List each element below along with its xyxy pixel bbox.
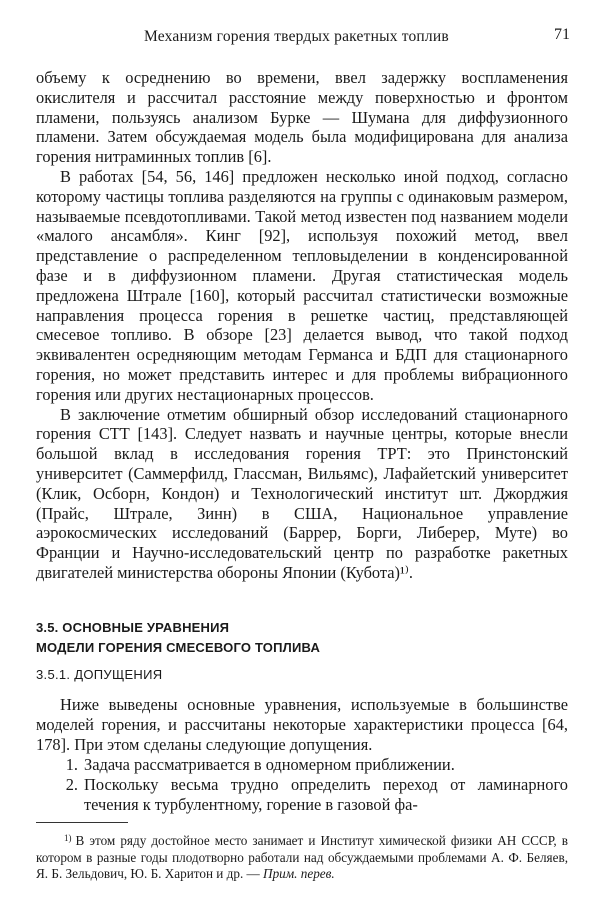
paragraph-continued: объему к осреднению во времени, ввел задержку воспламенения окислителя и рассчитал расстояние между поверхностью и фронтом пламени, пользуясь анализом Бурке — Шумана для диффузионного пламени. Затем обсуждаемая модель была модифицирована для анализа горения нитраминных топлив [6].	[36, 68, 568, 167]
section-heading-line1: 3.5. ОСНОВНЫЕ УРАВНЕНИЯ	[36, 620, 230, 635]
body-text-top	[36, 68, 568, 583]
list-item-text: Задача рассматривается в одномерном приближении.	[84, 755, 455, 774]
subsection-heading: 3.5.1. ДОПУЩЕНИЯ	[36, 667, 163, 682]
footnote	[36, 830, 568, 883]
list-item-number: 2.	[65, 774, 78, 794]
footnote-text: В этом ряду достойное место занимает и Институт химической физики АН СССР, в котором в разные годы плодотворно работали над обсуждаемыми проблемами А. Ф. Беляев, Я. Б. Зельдович, Ю. Б. Харитон и др. —	[36, 833, 568, 881]
paragraph-conclusion: В заключение отметим обширный обзор исследований стационарного горения СТТ [143]. Следует назвать и научные центры, которые внесли большой вклад в исследования горения ТРТ: это Принстонский университет (Саммерфилд, Глассман, Вильямс), Лафайетский университет (Клик, Осборн, Кондон) и Технологический институт шт. Джорджия (Прайс, Штрале, Зинн) в США, Национальное управление аэрокосмических исследований (Баррер, Борги, Либерер, Муте) во Франции и Научно-исследовательский центр по разработке ракетных двигателей министерства обороны Японии (Кубота)¹⁾.	[36, 404, 568, 582]
list-item-text: Поскольку весьма трудно определить переход от ламинарного течения к турбулентному, горение в газовой фа-	[84, 774, 568, 814]
list-item	[36, 755, 568, 775]
page-number: 71	[554, 26, 570, 43]
list-item	[36, 775, 568, 815]
list-item-number: 1.	[65, 755, 78, 774]
footnote-signature: Прим. перев.	[263, 866, 335, 881]
section-heading	[36, 618, 576, 658]
paragraph-intro: Ниже выведены основные уравнения, используемые в большинстве моделей горения, и рассчитаны некоторые характеристики процесса [64, 178]. При этом сделаны следующие допущения.	[36, 695, 568, 754]
running-header	[36, 22, 570, 50]
footnote-divider	[36, 822, 128, 823]
assumptions-list	[36, 755, 568, 814]
paragraph-small-ensemble: В работах [54, 56, 146] предложен несколько иной подход, согласно которому частицы топлива разделяются на группы с одинаковым размером, называемые псевдотопливами. Такой метод известен под названием модели «малого ансамбля». Кинг [92], используя похожий метод, ввел представление о распределенном тепловыделении в конденсированной фазе и в диффузионном пламени. Другая статистическая модель предложена Штрале [160], который рассчитал статистически возможные направления процесса горения в решетке частиц, представляющей смесевое топливо. В обзоре [23] делается вывод, что такой подход эквивалентен осредняющим методам Германса и БДП для стационарного горения, но может представить интерес и для проблемы вибрационного горения или других нестационарных процессов.	[36, 166, 568, 404]
body-text-assumptions	[36, 695, 568, 754]
footnote-marker: 1)	[64, 833, 72, 843]
running-title: Механизм горения твердых ракетных топлив	[144, 28, 449, 45]
section-heading-line2: МОДЕЛИ ГОРЕНИЯ СМЕСЕВОГО ТОПЛИВА	[36, 640, 321, 655]
